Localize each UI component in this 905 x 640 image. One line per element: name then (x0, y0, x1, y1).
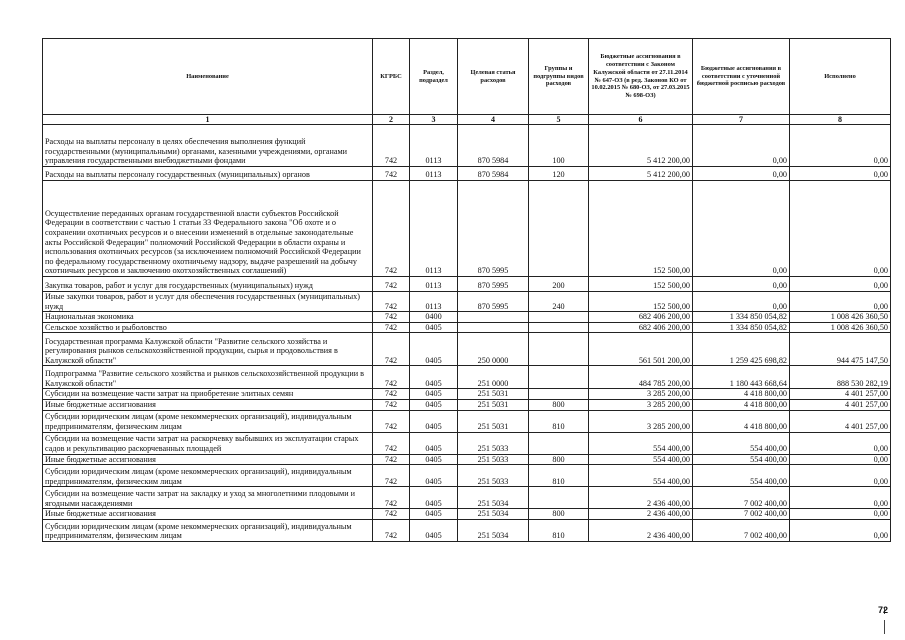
row-kgrbs-cell: 742 (373, 125, 410, 167)
row-refined-cell: 0,00 (693, 292, 790, 312)
row-assigned-cell: 484 785 200,00 (589, 366, 693, 389)
row-article-cell: 251 5034 (458, 509, 529, 520)
row-executed-cell: 4 401 257,00 (790, 399, 891, 410)
row-group-cell (529, 432, 589, 454)
row-section-cell: 0113 (410, 277, 458, 292)
table-row (43, 333, 891, 366)
row-executed-cell: 0,00 (790, 432, 891, 454)
row-article-cell: 251 5031 (458, 410, 529, 432)
row-group-cell (529, 322, 589, 333)
row-name-cell: Субсидии юридическим лицам (кроме некоммерческих организаций), индивидуальным предпринимателям, физическим лицам (43, 465, 373, 487)
row-refined-cell: 1 180 443 668,64 (693, 366, 790, 389)
table-row (43, 432, 891, 454)
row-name-cell: Сельское хозяйство и рыболовство (43, 322, 373, 333)
row-article-cell: 251 0000 (458, 366, 529, 389)
header-assigned-by-law: Бюджетные ассигнования в соответствии с Законом Калужской области от 27.11.2014 № 647-ОЗ (в ред. Законов КО от 10.02.2015 № 680-ОЗ, от 27.03.2015 № 698-ОЗ) (589, 39, 693, 115)
row-group-cell: 240 (529, 292, 589, 312)
row-kgrbs-cell: 742 (373, 277, 410, 292)
table-body (43, 125, 891, 542)
row-section-cell: 0405 (410, 399, 458, 410)
row-refined-cell: 1 334 850 054,82 (693, 312, 790, 323)
table-row (43, 399, 891, 410)
row-group-cell (529, 312, 589, 323)
row-section-cell: 0405 (410, 432, 458, 454)
row-section-cell: 0405 (410, 519, 458, 541)
edge-mark (884, 620, 885, 634)
row-kgrbs-cell: 742 (373, 181, 410, 277)
header-target-article: Целевая статья расходов (458, 39, 529, 115)
row-article-cell: 870 5995 (458, 292, 529, 312)
row-assigned-cell: 2 436 400,00 (589, 509, 693, 520)
row-group-cell: 120 (529, 167, 589, 181)
row-kgrbs-cell: 742 (373, 519, 410, 541)
row-executed-cell: 0,00 (790, 125, 891, 167)
header-expense-group: Группы и подгруппы видов расходов (529, 39, 589, 115)
row-assigned-cell: 561 501 200,00 (589, 333, 693, 366)
row-kgrbs-cell: 742 (373, 333, 410, 366)
header-name: Наименование (43, 39, 373, 115)
row-assigned-cell: 3 285 200,00 (589, 389, 693, 400)
row-section-cell: 0113 (410, 125, 458, 167)
column-number-row (43, 115, 891, 125)
row-executed-cell: 1 008 426 360,50 (790, 322, 891, 333)
table-row (43, 465, 891, 487)
row-assigned-cell: 2 436 400,00 (589, 487, 693, 509)
row-article-cell: 870 5984 (458, 167, 529, 181)
row-article-cell (458, 322, 529, 333)
row-article-cell: 251 5033 (458, 465, 529, 487)
row-section-cell: 0405 (410, 465, 458, 487)
row-article-cell: 870 5995 (458, 181, 529, 277)
row-refined-cell: 554 400,00 (693, 454, 790, 465)
table-row (43, 519, 891, 541)
row-refined-cell: 0,00 (693, 125, 790, 167)
row-section-cell: 0405 (410, 509, 458, 520)
column-number: 8 (790, 115, 891, 125)
table-row (43, 181, 891, 277)
row-group-cell (529, 366, 589, 389)
row-name-cell: Подпрограмма "Развитие сельского хозяйства и рынков сельскохозяйственной продукции в Калужской области" (43, 366, 373, 389)
row-executed-cell: 0,00 (790, 487, 891, 509)
table-row (43, 312, 891, 323)
row-executed-cell: 4 401 257,00 (790, 410, 891, 432)
table-row (43, 366, 891, 389)
row-executed-cell: 0,00 (790, 465, 891, 487)
table-row (43, 322, 891, 333)
row-section-cell: 0113 (410, 181, 458, 277)
table-row (43, 509, 891, 520)
table-row (43, 277, 891, 292)
row-kgrbs-cell: 742 (373, 509, 410, 520)
row-section-cell: 0405 (410, 454, 458, 465)
table-row (43, 389, 891, 400)
row-name-cell: Закупка товаров, работ и услуг для государственных (муниципальных) нужд (43, 277, 373, 292)
row-refined-cell: 0,00 (693, 167, 790, 181)
column-number: 2 (373, 115, 410, 125)
row-refined-cell: 4 418 800,00 (693, 389, 790, 400)
column-number: 6 (589, 115, 693, 125)
row-name-cell: Субсидии на возмещение части затрат на приобретение элитных семян (43, 389, 373, 400)
row-name-cell: Субсидии юридическим лицам (кроме некоммерческих организаций), индивидуальным предпринимателям, физическим лицам (43, 519, 373, 541)
row-assigned-cell: 554 400,00 (589, 432, 693, 454)
row-section-cell: 0113 (410, 292, 458, 312)
row-group-cell: 800 (529, 399, 589, 410)
row-refined-cell: 554 400,00 (693, 432, 790, 454)
header-row (43, 39, 891, 115)
header-executed: Исполнено (790, 39, 891, 115)
row-assigned-cell: 554 400,00 (589, 465, 693, 487)
header-section: Раздел, подраздел (410, 39, 458, 115)
row-refined-cell: 0,00 (693, 181, 790, 277)
row-kgrbs-cell: 742 (373, 292, 410, 312)
row-name-cell: Национальная экономика (43, 312, 373, 323)
row-assigned-cell: 152 500,00 (589, 292, 693, 312)
header-refined-assignments: Бюджетные ассигнования в соответствии с уточненной бюджетной росписью расходов (693, 39, 790, 115)
row-assigned-cell: 554 400,00 (589, 454, 693, 465)
row-executed-cell: 0,00 (790, 454, 891, 465)
table-row (43, 125, 891, 167)
row-article-cell: 251 5033 (458, 454, 529, 465)
row-executed-cell: 0,00 (790, 181, 891, 277)
row-section-cell: 0405 (410, 366, 458, 389)
table-row (43, 410, 891, 432)
row-kgrbs-cell: 742 (373, 487, 410, 509)
row-assigned-cell: 5 412 200,00 (589, 125, 693, 167)
row-name-cell: Иные бюджетные ассигнования (43, 509, 373, 520)
row-article-cell: 251 5033 (458, 432, 529, 454)
budget-execution-table (42, 38, 891, 542)
row-section-cell: 0405 (410, 389, 458, 400)
row-assigned-cell: 5 412 200,00 (589, 167, 693, 181)
row-group-cell: 810 (529, 519, 589, 541)
row-assigned-cell: 682 406 200,00 (589, 312, 693, 323)
row-assigned-cell: 152 500,00 (589, 181, 693, 277)
row-kgrbs-cell: 742 (373, 167, 410, 181)
row-refined-cell: 1 259 425 698,82 (693, 333, 790, 366)
row-kgrbs-cell: 742 (373, 432, 410, 454)
row-executed-cell: 0,00 (790, 519, 891, 541)
row-kgrbs-cell: 742 (373, 366, 410, 389)
row-executed-cell: 0,00 (790, 509, 891, 520)
row-kgrbs-cell: 742 (373, 399, 410, 410)
row-section-cell: 0405 (410, 333, 458, 366)
row-article-cell: 250 0000 (458, 333, 529, 366)
column-number: 4 (458, 115, 529, 125)
row-group-cell: 200 (529, 277, 589, 292)
row-section-cell: 0400 (410, 312, 458, 323)
row-refined-cell: 0,00 (693, 277, 790, 292)
row-name-cell: Расходы на выплаты персоналу в целях обеспечения выполнения функций государственными (муниципальными) органами, казенными учреждениями, органами управления государственными внебюджетными фондами (43, 125, 373, 167)
row-article-cell: 251 5034 (458, 487, 529, 509)
row-refined-cell: 554 400,00 (693, 465, 790, 487)
row-executed-cell: 0,00 (790, 167, 891, 181)
row-executed-cell: 0,00 (790, 292, 891, 312)
row-kgrbs-cell: 742 (373, 465, 410, 487)
row-group-cell (529, 389, 589, 400)
row-group-cell (529, 181, 589, 277)
column-number: 7 (693, 115, 790, 125)
row-group-cell: 100 (529, 125, 589, 167)
column-number: 3 (410, 115, 458, 125)
row-name-cell: Осуществление переданных органам государственной власти субъектов Российской Федерации в соответствии с частью 1 статьи 33 Федерального закона "Об охоте и о сохранении охотничьих ресурсов и о внесении изменений в отдельные законодательные акты Российской Федерации" полномочий Российской Федерации в области охраны и использования охотничьих ресурсов (за исключением полномочий Российской Федерации по федеральному государственному охотничьему надзору, выдаче разрешений на добычу охотничьих ресурсов и заключению охотхозяйственных соглашений) (43, 181, 373, 277)
row-name-cell: Иные бюджетные ассигнования (43, 454, 373, 465)
row-name-cell: Иные бюджетные ассигнования (43, 399, 373, 410)
row-kgrbs-cell: 742 (373, 410, 410, 432)
row-section-cell: 0405 (410, 322, 458, 333)
row-executed-cell: 1 008 426 360,50 (790, 312, 891, 323)
row-executed-cell: 4 401 257,00 (790, 389, 891, 400)
row-refined-cell: 7 002 400,00 (693, 509, 790, 520)
row-kgrbs-cell: 742 (373, 454, 410, 465)
header-kgrbs: КГРБС (373, 39, 410, 115)
row-group-cell: 810 (529, 410, 589, 432)
row-refined-cell: 4 418 800,00 (693, 410, 790, 432)
row-name-cell: Субсидии на возмещение части затрат на раскорчевку выбывших из эксплуатации старых садов и рекультивацию раскорчеванных площадей (43, 432, 373, 454)
table-row (43, 487, 891, 509)
row-executed-cell: 0,00 (790, 277, 891, 292)
row-article-cell: 251 5031 (458, 389, 529, 400)
page-number: 72 (878, 605, 889, 615)
row-article-cell (458, 312, 529, 323)
row-name-cell: Иные закупки товаров, работ и услуг для обеспечения государственных (муниципальных) нужд (43, 292, 373, 312)
row-group-cell: 800 (529, 454, 589, 465)
budget-table-sheet (42, 38, 890, 542)
row-section-cell: 0405 (410, 487, 458, 509)
row-group-cell: 810 (529, 465, 589, 487)
row-name-cell: Государственная программа Калужской области "Развитие сельского хозяйства и регулирования рынков сельскохозяйственной продукции, сырья и продовольствия в Калужской области" (43, 333, 373, 366)
row-refined-cell: 7 002 400,00 (693, 487, 790, 509)
row-article-cell: 870 5995 (458, 277, 529, 292)
row-refined-cell: 7 002 400,00 (693, 519, 790, 541)
column-number: 1 (43, 115, 373, 125)
row-assigned-cell: 152 500,00 (589, 277, 693, 292)
row-section-cell: 0405 (410, 410, 458, 432)
row-kgrbs-cell: 742 (373, 312, 410, 323)
table-row (43, 454, 891, 465)
row-assigned-cell: 2 436 400,00 (589, 519, 693, 541)
row-group-cell (529, 487, 589, 509)
row-refined-cell: 4 418 800,00 (693, 399, 790, 410)
row-executed-cell: 888 530 282,19 (790, 366, 891, 389)
row-article-cell: 251 5034 (458, 519, 529, 541)
row-article-cell: 251 5031 (458, 399, 529, 410)
row-refined-cell: 1 334 850 054,82 (693, 322, 790, 333)
row-name-cell: Субсидии юридическим лицам (кроме некоммерческих организаций), индивидуальным предпринимателям, физическим лицам (43, 410, 373, 432)
row-section-cell: 0113 (410, 167, 458, 181)
row-assigned-cell: 3 285 200,00 (589, 410, 693, 432)
row-group-cell: 800 (529, 509, 589, 520)
table-row (43, 292, 891, 312)
row-name-cell: Расходы на выплаты персоналу государственных (муниципальных) органов (43, 167, 373, 181)
row-kgrbs-cell: 742 (373, 389, 410, 400)
row-name-cell: Субсидии на возмещение части затрат на закладку и уход за многолетними плодовыми и ягодными насаждениями (43, 487, 373, 509)
row-group-cell (529, 333, 589, 366)
row-article-cell: 870 5984 (458, 125, 529, 167)
row-kgrbs-cell: 742 (373, 322, 410, 333)
table-row (43, 167, 891, 181)
row-assigned-cell: 682 406 200,00 (589, 322, 693, 333)
row-executed-cell: 944 475 147,50 (790, 333, 891, 366)
column-number: 5 (529, 115, 589, 125)
row-assigned-cell: 3 285 200,00 (589, 399, 693, 410)
